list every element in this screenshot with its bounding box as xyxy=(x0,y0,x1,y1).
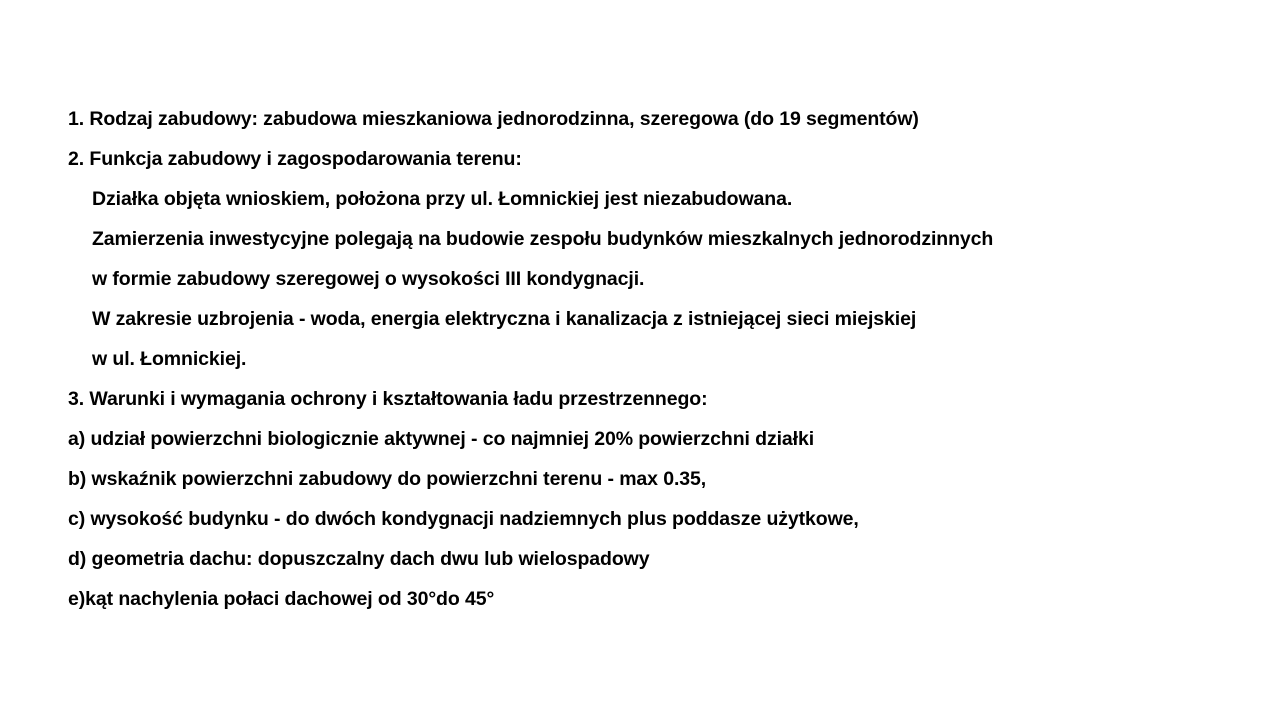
section-2-paragraph-line: w formie zabudowy szeregowej o wysokości III kondygnacji. xyxy=(92,268,645,290)
section-1-building-type: 1. Rodzaj zabudowy: zabudowa mieszkaniowa jednorodzinna, szeregowa (do 19 segmentów) xyxy=(68,108,919,130)
section-2-paragraph-line: w ul. Łomnickiej. xyxy=(92,348,247,370)
section-2-heading: 2. Funkcja zabudowy i zagospodarowania terenu: xyxy=(68,148,522,170)
requirement-item-a: a) udział powierzchni biologicznie aktywnej - co najmniej 20% powierzchni działki xyxy=(68,428,815,450)
section-3-heading: 3. Warunki i wymagania ochrony i kształtowania ładu przestrzennego: xyxy=(68,388,708,410)
section-2-paragraph-line: W zakresie uzbrojenia - woda, energia elektryczna i kanalizacja z istniejącej sieci miejskiej xyxy=(92,308,917,330)
requirement-item-b: b) wskaźnik powierzchni zabudowy do powierzchni terenu - max 0.35, xyxy=(68,468,707,490)
section-2-paragraph-line: Działka objęta wnioskiem, położona przy ul. Łomnickiej jest niezabudowana. xyxy=(92,188,793,210)
requirement-item-c: c) wysokość budynku - do dwóch kondygnacji nadziemnych plus poddasze użytkowe, xyxy=(68,508,859,530)
requirement-item-d: d) geometria dachu: dopuszczalny dach dwu lub wielospadowy xyxy=(68,548,650,570)
section-2-paragraph-line: Zamierzenia inwestycyjne polegają na budowie zespołu budynków mieszkalnych jednorodzinnych xyxy=(92,228,994,250)
requirement-item-e: e)kąt nachylenia połaci dachowej od 30°do 45° xyxy=(68,588,495,610)
